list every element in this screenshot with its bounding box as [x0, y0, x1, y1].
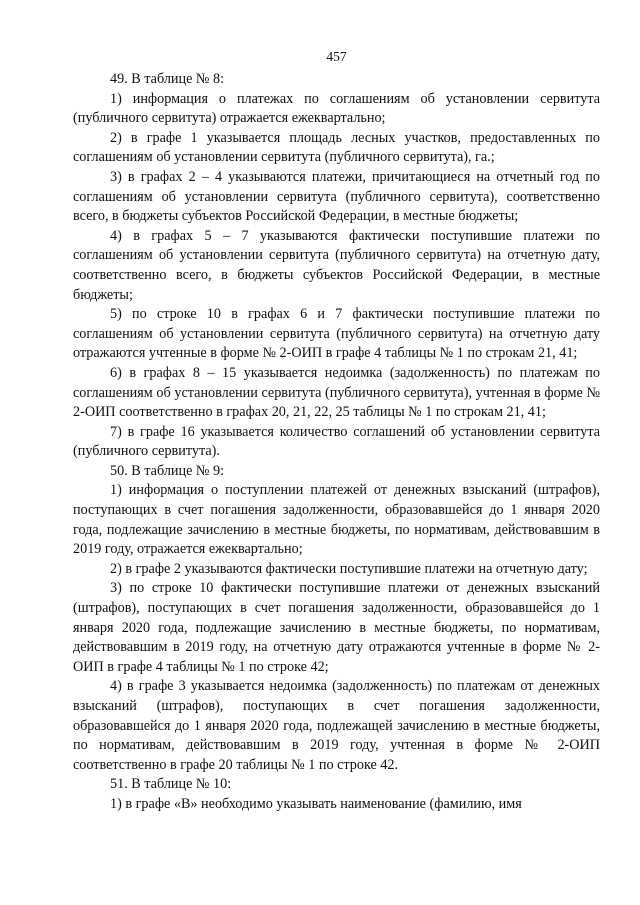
- page-number: 457: [326, 49, 347, 64]
- section-49-item-4: 4) в графах 5 – 7 указываются фактически поступившие платежи по соглашениям об установлении сервитута (публичного сервитута) на отчетную дату, соответственно всего, в бюджеты субъектов Российской Федерации, в местные бюджеты;: [73, 227, 600, 303]
- document-page: [73, 48, 600, 815]
- section-49-item-5: 5) по строке 10 в графах 6 и 7 фактически поступившие платежи по соглашениям об установлении сервитута (публичного сервитута) на отчетную дату отражаются учтенные в форме № 2-ОИП в графе 4 таблицы № 1 по строкам 21, 41;: [73, 306, 600, 362]
- section-50-item-3: 3) по строке 10 фактически поступившие платежи от денежных взысканий (штрафов), поступающих в счет погашения задолженности, образовавшейся до 1 января 2020 года, подлежащие зачислению в местные бюджеты, по нормативам, действовавшим в 2019 году, на отчетную дату отражаются учтенные в форме № 2-ОИП в графе 4 таблицы № 1 по строке 42;: [73, 580, 600, 675]
- section-49-item-1: 1) информация о платежах по соглашениям об установлении сервитута (публичного сервитута) отражается ежеквартально;: [73, 90, 600, 127]
- section-50-heading: 50. В таблице № 9:: [110, 462, 225, 479]
- section-49-item-6: 6) в графах 8 – 15 указывается недоимка (задолженность) по платежам по соглашениям об установлении сервитута (публичного сервитута), учтенная в форме № 2-ОИП соответственно в графах 20, 21, 22, 25 таблицы № 1 по строкам 21, 41;: [73, 364, 600, 421]
- section-51-item-1: 1) в графе «В» необходимо указывать наименование (фамилию, имя: [110, 795, 522, 812]
- section-49-heading: 49. В таблице № 8:: [110, 71, 225, 87]
- section-50-item-2: 2) в графе 2 указываются фактически поступившие платежи на отчетную дату;: [110, 560, 588, 577]
- section-49-item-7: 7) в графе 16 указывается количество соглашений об установлении сервитута (публичного сервитута).: [73, 423, 600, 460]
- section-49-item-2: 2) в графе 1 указывается площадь лесных участков, предоставленных по соглашениям об установлении сервитута (публичного сервитута), га.;: [73, 129, 600, 166]
- section-50-item-4: 4) в графе 3 указывается недоимка (задолженность) по платежам от денежных взысканий (штрафов), поступающих в счет погашения задолженности, образовавшейся до 1 января 2020 года, подлежащей зачислению в местные бюджеты, по нормативам, действовавшим в 2019 году, учтенная в форме № 2-ОИП соответственно в графе 20 таблицы № 1 по строке 42.: [73, 678, 600, 773]
- section-49-item-3: 3) в графах 2 – 4 указываются платежи, причитающиеся на отчетный год по соглашениям об установлении сервитута (публичного сервитута), соответственно всего, в бюджеты субъектов Российской Федерации, в местные бюджеты;: [73, 168, 600, 225]
- section-51-heading: 51. В таблице № 10:: [110, 776, 232, 793]
- section-50-item-1: 1) информация о поступлении платежей от денежных взысканий (штрафов), поступающих в счет погашения задолженности, образовавшейся до 1 января 2020 года, подлежащие зачислению в местные бюджеты, по нормативам, действовавшим в 2019 году, отражается ежеквартально;: [73, 482, 600, 558]
